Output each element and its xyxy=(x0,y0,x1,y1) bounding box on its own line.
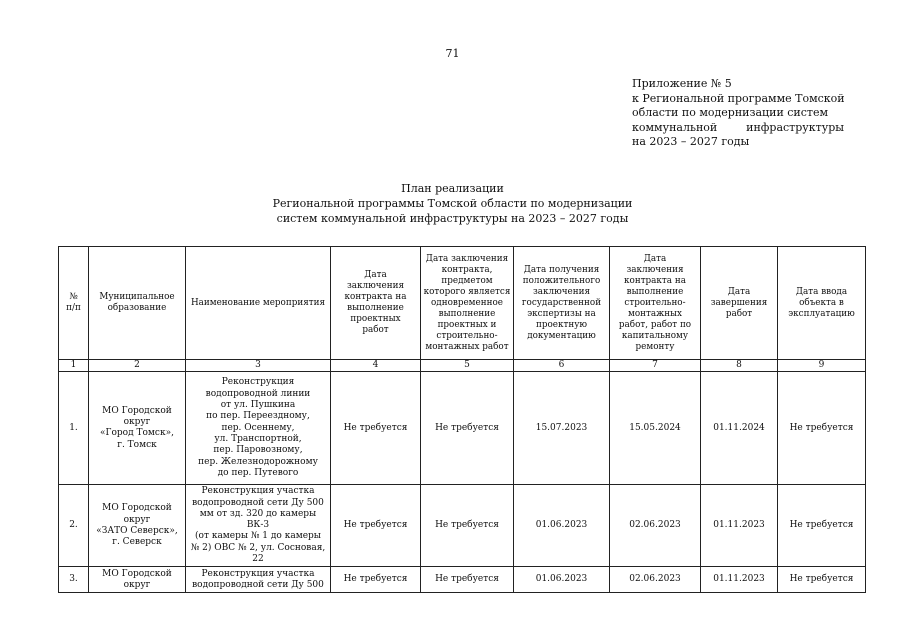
title-line: систем коммунальной инфраструктуры на 2023 – 2027 годы xyxy=(276,212,629,225)
column-header-line: Муниципальное xyxy=(99,292,175,302)
event-cell-line: пер. Осеннему, xyxy=(221,422,295,433)
column-header-line: объекта в xyxy=(799,297,844,308)
event-cell-line: мм от зд. 320 до камеры ВК-3 xyxy=(199,508,317,531)
column-header-line: № xyxy=(69,292,78,302)
completion-date-cell: 01.11.2024 xyxy=(701,372,778,485)
event-cell-line: водопроводной сети Ду 500 xyxy=(192,579,324,590)
plan-table xyxy=(58,246,866,593)
commissioning-cell: Не требуется xyxy=(778,372,866,485)
column-header-line: Дата заключения xyxy=(425,253,509,264)
column-header-line: проектных и xyxy=(437,319,497,330)
event-cell-line: пер. Паровозному, xyxy=(213,445,303,456)
column-header-line: выполнение xyxy=(626,286,684,297)
column-header-line: монтажных работ xyxy=(425,341,509,352)
combined-contract-cell: Не требуется xyxy=(421,567,514,593)
column-header xyxy=(331,247,421,360)
column-number: 8 xyxy=(701,360,778,372)
row-number: 1. xyxy=(59,372,89,485)
table-row xyxy=(59,567,866,593)
appendix-header xyxy=(632,77,844,150)
column-header xyxy=(421,247,514,360)
event-cell xyxy=(186,567,331,593)
column-header-line: проектную xyxy=(535,319,588,330)
column-header-line: завершения xyxy=(710,297,768,308)
column-header-line: положительного xyxy=(522,275,601,286)
column-header-line: экспертизы на xyxy=(527,308,596,319)
column-header-line: контракта на xyxy=(344,292,407,302)
column-header xyxy=(778,247,866,360)
column-header xyxy=(701,247,778,360)
event-cell-line: водопроводной сети Ду 500 xyxy=(192,497,324,508)
event-cell-line: от ул. Пушкина xyxy=(220,400,296,411)
event-cell-line: Реконструкция участка xyxy=(201,486,315,497)
column-header-line: заключения xyxy=(346,281,405,291)
column-header-line: проектных xyxy=(350,314,401,324)
column-header-line: ремонту xyxy=(635,341,675,352)
municipality-cell-line: округ xyxy=(123,514,151,525)
column-header-line: работ xyxy=(725,308,753,319)
column-header-line: работ xyxy=(362,325,389,335)
table-row xyxy=(59,372,866,485)
column-header-line: контракта на xyxy=(624,275,686,286)
column-number: 7 xyxy=(610,360,701,372)
column-header-line: строительно- xyxy=(624,297,686,308)
municipality-cell-line: «ЗАТО Северск», xyxy=(96,525,178,536)
column-header xyxy=(610,247,701,360)
column-header-line: монтажных xyxy=(627,308,683,319)
appendix-line xyxy=(632,92,844,107)
column-number: 9 xyxy=(778,360,866,372)
event-cell-line: № 2) ОВС № 2, ул. Сосновая, xyxy=(190,542,326,553)
municipality-cell-line: МО Городской xyxy=(102,405,172,416)
commissioning-cell: Не требуется xyxy=(778,485,866,567)
municipality-cell xyxy=(89,372,186,485)
column-number: 6 xyxy=(514,360,610,372)
design-contract-cell: Не требуется xyxy=(331,372,421,485)
event-cell-line: 22 xyxy=(252,554,264,565)
row-number: 3. xyxy=(59,567,89,593)
event-cell-line: по пер. Переездному, xyxy=(206,411,310,422)
column-header-line: предметом xyxy=(441,275,493,286)
appendix-words: к Региональной программе Томской xyxy=(632,91,845,105)
appendix-word-right: инфраструктуры xyxy=(746,120,844,134)
municipality-cell-line: округ xyxy=(123,417,151,427)
expertise-date-cell: 01.06.2023 xyxy=(514,567,610,593)
column-header-line: заключения xyxy=(532,286,591,297)
column-header xyxy=(89,247,186,360)
event-cell xyxy=(186,485,331,567)
column-number: 2 xyxy=(89,360,186,372)
appendix-line: области по модернизации систем xyxy=(632,106,829,119)
design-contract-cell: Не требуется xyxy=(331,567,421,593)
column-header-line: выполнение xyxy=(438,308,496,319)
column-number: 1 xyxy=(59,360,89,372)
header-row xyxy=(59,247,866,360)
column-header-line: строительно- xyxy=(436,330,498,341)
column-header-line: одновременное xyxy=(431,297,503,308)
expertise-date-cell: 15.07.2023 xyxy=(514,372,610,485)
column-header xyxy=(186,247,331,360)
column-header xyxy=(514,247,610,360)
event-cell-line: до пер. Путевого xyxy=(217,467,299,478)
municipality-cell-line: г. Северск xyxy=(112,537,162,548)
column-number: 5 xyxy=(421,360,514,372)
construction-contract-cell: 02.06.2023 xyxy=(610,485,701,567)
column-header-line: документацию xyxy=(527,330,596,341)
title-line: Региональной программы Томской области по модернизации xyxy=(272,197,633,210)
column-header-line: контракта, xyxy=(441,264,493,275)
column-header-line: Наименование мероприятия xyxy=(190,297,326,308)
column-number: 3 xyxy=(186,360,331,372)
event-cell-line: ул. Транспортной, xyxy=(214,433,302,444)
commissioning-cell: Не требуется xyxy=(778,567,866,593)
expertise-date-cell: 01.06.2023 xyxy=(514,485,610,567)
column-header-line: п/п xyxy=(66,303,81,313)
appendix-line: на 2023 – 2027 годы xyxy=(632,135,750,148)
municipality-cell-line: «Город Томск», xyxy=(100,428,174,439)
page-number: 71 xyxy=(445,47,460,60)
event-cell xyxy=(186,372,331,485)
column-header-line: Дата ввода xyxy=(795,286,848,297)
column-number: 4 xyxy=(331,360,421,372)
column-number-row xyxy=(59,360,866,372)
completion-date-cell: 01.11.2023 xyxy=(701,485,778,567)
construction-contract-cell: 15.05.2024 xyxy=(610,372,701,485)
combined-contract-cell: Не требуется xyxy=(421,372,514,485)
column-header-line: Дата xyxy=(727,286,751,297)
municipality-cell xyxy=(89,485,186,567)
completion-date-cell: 01.11.2023 xyxy=(701,567,778,593)
column-header-line: которого является xyxy=(423,286,511,297)
appendix-line xyxy=(632,121,844,136)
column-header-line: государственной xyxy=(521,297,602,308)
event-cell-line: (от камеры № 1 до камеры xyxy=(195,531,321,542)
appendix-word-left: коммунальной xyxy=(632,120,718,134)
municipality-cell xyxy=(89,567,186,593)
event-cell-line: Реконструкция участка xyxy=(201,568,315,579)
column-header xyxy=(59,247,89,360)
event-cell-line: пер. Железнодорожному xyxy=(198,456,318,467)
combined-contract-cell: Не требуется xyxy=(421,485,514,567)
column-header-line: Дата xyxy=(643,253,667,264)
column-header-line: эксплуатацию xyxy=(788,308,855,319)
appendix-line: Приложение № 5 xyxy=(632,77,732,90)
column-header-line: капитальному xyxy=(621,330,689,341)
column-header-line: работ, работ по xyxy=(618,319,692,330)
construction-contract-cell: 02.06.2023 xyxy=(610,567,701,593)
column-header-line: выполнение xyxy=(347,303,404,313)
municipality-cell-line: округ xyxy=(123,579,151,590)
row-number: 2. xyxy=(59,485,89,567)
column-header-line: заключения xyxy=(626,264,684,275)
column-header-line: образование xyxy=(107,303,167,313)
column-header-line: Дата xyxy=(364,270,387,280)
design-contract-cell: Не требуется xyxy=(331,485,421,567)
municipality-cell-line: МО Городской xyxy=(102,503,172,514)
municipality-cell-line: МО Городской xyxy=(102,568,172,579)
event-cell-line: водопроводной линии xyxy=(205,388,311,399)
document-title xyxy=(0,181,905,226)
title-line: План реализации xyxy=(401,182,504,195)
table-row xyxy=(59,485,866,567)
municipality-cell-line: г. Томск xyxy=(117,439,157,450)
column-header-line: Дата получения xyxy=(523,264,600,275)
event-cell-line: Реконструкция xyxy=(221,377,295,388)
